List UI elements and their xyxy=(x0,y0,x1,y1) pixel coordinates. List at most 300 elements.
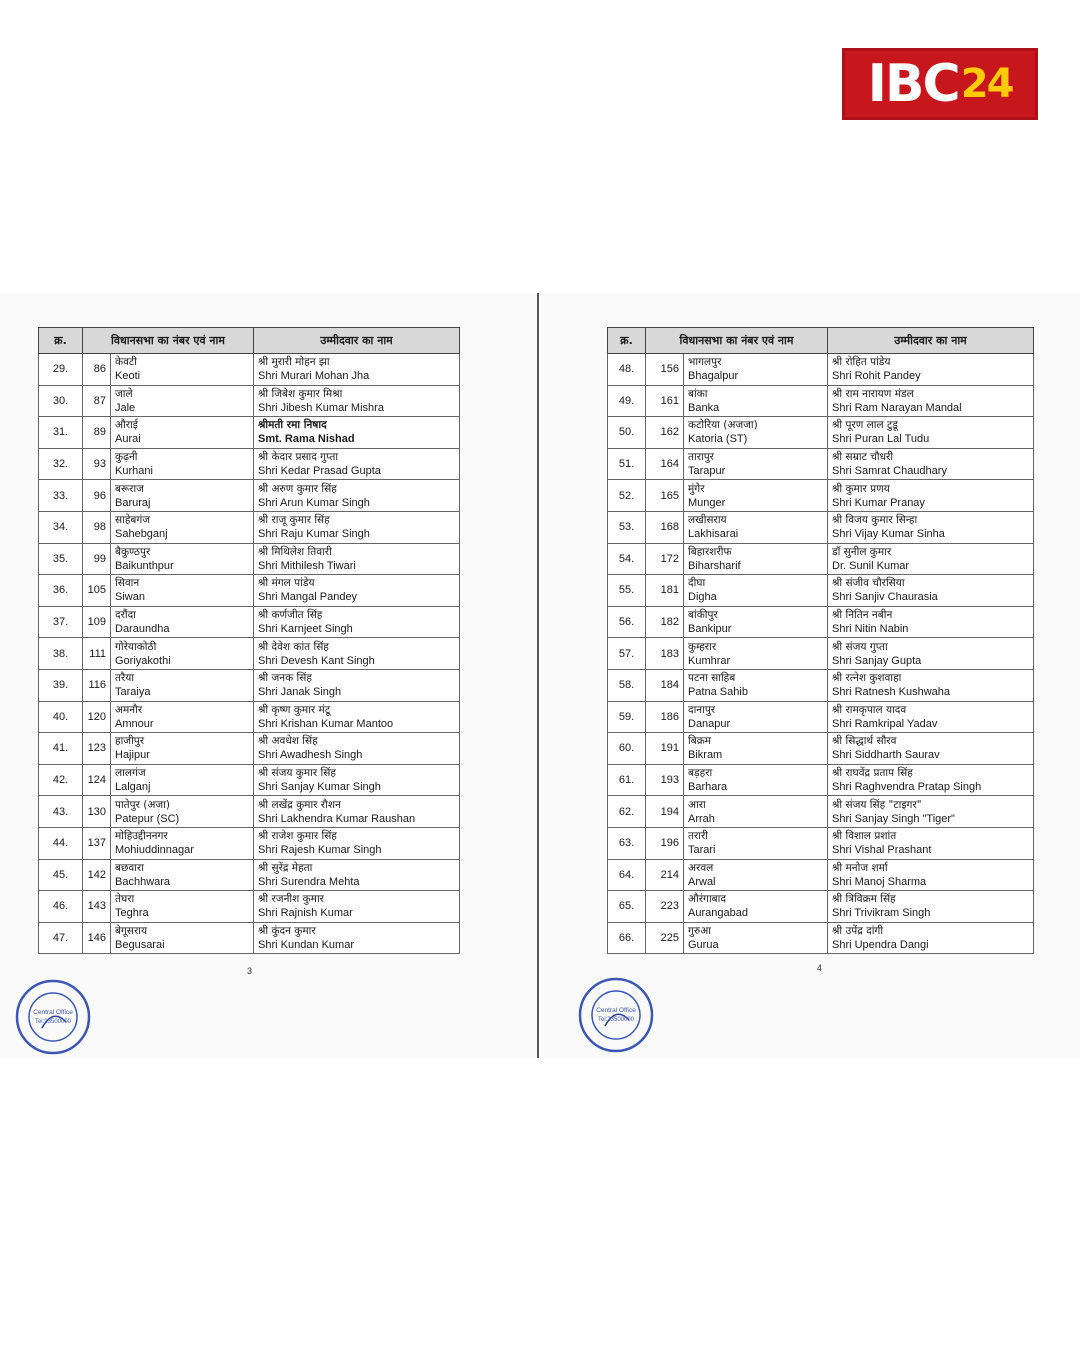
candidate-name-english: Shri Sanjay Singh "Tiger" xyxy=(832,812,955,825)
table-row xyxy=(39,385,460,417)
constituency-number-cell: 181 xyxy=(646,575,684,607)
table-row xyxy=(608,480,1034,512)
candidate-name-english: Shri Kedar Prasad Gupta xyxy=(258,465,381,478)
constituency-name-cell xyxy=(111,543,254,575)
constituency-name-cell xyxy=(684,354,828,386)
serial-number-cell: 30. xyxy=(39,385,83,417)
candidate-name-cell xyxy=(828,891,1034,923)
constituency-name-hindi: बांका xyxy=(688,387,708,400)
constituency-name-cell xyxy=(684,922,828,954)
serial-number-cell: 59. xyxy=(608,701,646,733)
candidate-name-english: Shri Ramkripal Yadav xyxy=(832,717,938,730)
constituency-name-cell xyxy=(684,417,828,449)
candidate-name-cell xyxy=(254,575,460,607)
serial-number-cell: 57. xyxy=(608,638,646,670)
constituency-number-cell: 105 xyxy=(83,575,111,607)
table-row xyxy=(608,859,1034,891)
constituency-number-cell: 142 xyxy=(83,859,111,891)
candidate-name-hindi: श्री मंगल पांडेय xyxy=(258,577,315,590)
table-row xyxy=(39,859,460,891)
candidate-name-hindi: श्री सिद्धार्थ सौरव xyxy=(832,735,897,748)
constituency-name-english: Biharsharif xyxy=(688,559,741,572)
constituency-number-cell: 193 xyxy=(646,764,684,796)
candidate-table-page-3 xyxy=(38,327,460,954)
table-row xyxy=(39,796,460,828)
candidate-name-english: Shri Arun Kumar Singh xyxy=(258,496,370,509)
table-row xyxy=(39,511,460,543)
constituency-number-cell: 161 xyxy=(646,385,684,417)
candidate-name-cell xyxy=(254,480,460,512)
constituency-name-hindi: तारापुर xyxy=(688,451,714,464)
constituency-number-cell: 137 xyxy=(83,827,111,859)
constituency-name-cell xyxy=(111,733,254,765)
table-row xyxy=(39,417,460,449)
constituency-number-cell: 123 xyxy=(83,733,111,765)
table-row xyxy=(608,511,1034,543)
candidate-name-hindi: श्री सुरेंद्र मेहता xyxy=(258,861,313,874)
constituency-name-cell xyxy=(111,827,254,859)
serial-number-cell: 42. xyxy=(39,764,83,796)
serial-number-cell: 54. xyxy=(608,543,646,575)
candidate-name-english: Shri Jibesh Kumar Mishra xyxy=(258,401,384,414)
header-sno: क्र. xyxy=(39,328,83,354)
constituency-name-english: Lakhisarai xyxy=(688,528,739,541)
constituency-name-english: Baikunthpur xyxy=(115,559,174,572)
constituency-number-cell: 164 xyxy=(646,448,684,480)
candidate-name-cell xyxy=(828,511,1034,543)
candidate-name-cell xyxy=(828,354,1034,386)
constituency-number-cell: 196 xyxy=(646,827,684,859)
candidate-name-english: Shri Surendra Mehta xyxy=(258,875,360,888)
candidate-name-english: Shri Siddharth Saurav xyxy=(832,749,940,762)
constituency-name-cell xyxy=(684,764,828,796)
candidate-name-cell xyxy=(828,859,1034,891)
table-row xyxy=(608,922,1034,954)
candidate-name-english: Shri Raghvendra Pratap Singh xyxy=(832,781,982,794)
candidate-name-hindi: श्री उपेंद्र दांगी xyxy=(832,924,884,937)
constituency-name-hindi: दानापुर xyxy=(688,703,716,716)
candidate-name-cell xyxy=(254,859,460,891)
table-row xyxy=(608,669,1034,701)
candidate-name-english: Dr. Sunil Kumar xyxy=(832,559,910,572)
table-row xyxy=(608,354,1034,386)
constituency-number-cell: 184 xyxy=(646,669,684,701)
candidate-name-cell xyxy=(254,385,460,417)
bjp-seal-stamp xyxy=(14,978,92,1056)
candidate-name-english: Shri Janak Singh xyxy=(258,686,342,699)
candidate-name-cell xyxy=(254,511,460,543)
constituency-name-cell xyxy=(684,575,828,607)
page-number: 4 xyxy=(817,963,823,973)
candidate-name-hindi: श्री सम्राट चौधरी xyxy=(832,451,894,464)
candidate-name-hindi: श्री रामकृपाल यादव xyxy=(832,703,907,716)
table-row xyxy=(608,385,1034,417)
constituency-name-english: Sahebganj xyxy=(115,528,168,541)
candidate-name-cell xyxy=(828,701,1034,733)
constituency-number-cell: 182 xyxy=(646,606,684,638)
constituency-name-cell xyxy=(684,669,828,701)
serial-number-cell: 41. xyxy=(39,733,83,765)
candidate-name-cell xyxy=(254,417,460,449)
constituency-name-hindi: तेघरा xyxy=(115,893,135,906)
table-row xyxy=(39,764,460,796)
serial-number-cell: 53. xyxy=(608,511,646,543)
serial-number-cell: 49. xyxy=(608,385,646,417)
constituency-name-hindi: अमनौर xyxy=(115,703,143,716)
candidate-name-english: Shri Devesh Kant Singh xyxy=(258,654,375,667)
candidate-name-hindi: श्री कर्णजीत सिंह xyxy=(258,609,323,622)
serial-number-cell: 33. xyxy=(39,480,83,512)
candidate-name-english: Shri Puran Lal Tudu xyxy=(832,433,930,446)
logo-text-24: 24 xyxy=(961,57,1013,111)
constituency-name-hindi: मोहिउद्दीननगर xyxy=(115,830,168,843)
constituency-name-hindi: बैकुण्ठपुर xyxy=(115,545,151,558)
constituency-name-english: Patepur (SC) xyxy=(115,812,180,825)
constituency-number-cell: 93 xyxy=(83,448,111,480)
serial-number-cell: 64. xyxy=(608,859,646,891)
constituency-name-cell xyxy=(111,480,254,512)
constituency-name-hindi: बांकीपुर xyxy=(688,609,718,622)
constituency-number-cell: 86 xyxy=(83,354,111,386)
constituency-name-hindi: अरवल xyxy=(688,861,714,874)
serial-number-cell: 51. xyxy=(608,448,646,480)
constituency-name-english: Kumhrar xyxy=(688,654,731,667)
candidate-name-hindi: श्री मनोज शर्मा xyxy=(832,861,888,874)
constituency-name-hindi: कुम्हरार xyxy=(688,640,717,653)
candidate-name-cell xyxy=(828,480,1034,512)
candidate-name-hindi: श्री रजनीश कुमार xyxy=(258,893,324,906)
candidate-name-hindi: श्री लखेंद्र कुमार रौशन xyxy=(258,798,341,811)
candidate-name-hindi: श्री रत्नेश कुशवाहा xyxy=(832,672,902,685)
constituency-name-english: Arrah xyxy=(688,812,715,825)
candidate-name-cell xyxy=(828,764,1034,796)
candidate-name-english: Shri Manoj Sharma xyxy=(832,875,927,888)
serial-number-cell: 48. xyxy=(608,354,646,386)
constituency-number-cell: 183 xyxy=(646,638,684,670)
constituency-name-hindi: साहेबगंज xyxy=(115,514,151,527)
candidate-name-hindi: श्री संजय गुप्ता xyxy=(832,640,888,653)
candidate-name-hindi: श्री अरुण कुमार सिंह xyxy=(258,482,337,495)
serial-number-cell: 50. xyxy=(608,417,646,449)
candidate-name-cell xyxy=(828,638,1034,670)
constituency-name-english: Jale xyxy=(115,401,136,414)
serial-number-cell: 35. xyxy=(39,543,83,575)
candidate-name-cell xyxy=(828,448,1034,480)
candidate-name-cell xyxy=(828,827,1034,859)
table-row xyxy=(608,701,1034,733)
serial-number-cell: 61. xyxy=(608,764,646,796)
constituency-name-english: Arwal xyxy=(688,875,716,888)
candidate-name-english: Shri Nitin Nabin xyxy=(832,623,909,636)
constituency-number-cell: 186 xyxy=(646,701,684,733)
constituency-number-cell: 165 xyxy=(646,480,684,512)
constituency-name-english: Aurai xyxy=(115,433,141,446)
table-row xyxy=(608,764,1034,796)
candidate-name-hindi: श्री रोहित पांडेय xyxy=(832,356,891,369)
constituency-name-hindi: भागलपुर xyxy=(688,356,722,369)
constituency-name-cell xyxy=(111,638,254,670)
constituency-number-cell: 168 xyxy=(646,511,684,543)
table-row xyxy=(39,543,460,575)
serial-number-cell: 32. xyxy=(39,448,83,480)
constituency-name-english: Bhagalpur xyxy=(688,370,739,383)
serial-number-cell: 58. xyxy=(608,669,646,701)
constituency-name-hindi: बछवारा xyxy=(115,861,144,874)
constituency-name-english: Aurangabad xyxy=(688,907,748,920)
candidate-name-english: Shri Rajnish Kumar xyxy=(258,907,353,920)
constituency-name-english: Lalganj xyxy=(115,781,151,794)
candidate-name-cell xyxy=(828,669,1034,701)
constituency-name-hindi: बिहारशरीफ xyxy=(688,545,732,558)
table-row xyxy=(39,448,460,480)
candidate-name-hindi: श्रीमती रमा निषाद xyxy=(258,419,327,432)
candidate-name-cell xyxy=(254,922,460,954)
candidate-name-hindi: श्री राजेश कुमार सिंह xyxy=(258,830,337,843)
constituency-name-english: Munger xyxy=(688,496,726,509)
serial-number-cell: 65. xyxy=(608,891,646,923)
page-divider xyxy=(537,293,539,1058)
constituency-name-hindi: लखीसराय xyxy=(688,514,727,527)
candidate-name-cell xyxy=(828,575,1034,607)
constituency-name-hindi: पातेपुर (अजा) xyxy=(115,798,170,811)
constituency-name-cell xyxy=(111,701,254,733)
constituency-name-cell xyxy=(684,511,828,543)
candidate-name-english: Shri Ratnesh Kushwaha xyxy=(832,686,951,699)
candidate-name-hindi: श्री जनक सिंह xyxy=(258,672,312,685)
candidate-name-hindi: श्री मुरारी मोहन झा xyxy=(258,356,330,369)
constituency-name-cell xyxy=(111,385,254,417)
constituency-name-english: Banka xyxy=(688,401,720,414)
constituency-name-english: Patna Sahib xyxy=(688,686,748,699)
constituency-name-cell xyxy=(684,701,828,733)
table-row xyxy=(608,796,1034,828)
constituency-name-cell xyxy=(684,448,828,480)
table-row xyxy=(608,827,1034,859)
constituency-name-cell xyxy=(684,796,828,828)
candidate-name-hindi: श्री जिबेश कुमार मिश्रा xyxy=(258,387,343,400)
serial-number-cell: 37. xyxy=(39,606,83,638)
constituency-name-english: Kurhani xyxy=(115,465,153,478)
serial-number-cell: 60. xyxy=(608,733,646,765)
svg-text:Tel:23500000: Tel:23500000 xyxy=(34,1019,72,1025)
candidate-name-english: Shri Mangal Pandey xyxy=(258,591,358,604)
constituency-name-english: Keoti xyxy=(115,370,141,383)
constituency-name-cell xyxy=(684,480,828,512)
candidate-name-cell xyxy=(828,417,1034,449)
table-header-row xyxy=(39,328,460,354)
table-row xyxy=(39,827,460,859)
candidate-table-page-4 xyxy=(607,327,1034,954)
candidate-name-cell xyxy=(254,796,460,828)
candidate-name-hindi: श्री संजय कुमार सिंह xyxy=(258,767,336,780)
constituency-name-hindi: आरा xyxy=(688,798,706,811)
serial-number-cell: 39. xyxy=(39,669,83,701)
candidate-name-cell xyxy=(828,385,1034,417)
header-constituency: विधानसभा का नंबर एवं नाम xyxy=(83,328,254,354)
constituency-name-hindi: बड़हरा xyxy=(688,767,713,780)
candidate-name-hindi: श्री राम नारायण मंडल xyxy=(832,387,914,400)
constituency-name-english: Gurua xyxy=(688,938,719,951)
constituency-name-hindi: तरैया xyxy=(115,672,135,685)
candidate-name-hindi: श्री राघवेंद्र प्रताप सिंह xyxy=(832,767,913,780)
candidate-name-cell xyxy=(254,638,460,670)
constituency-name-hindi: जाले xyxy=(115,387,133,400)
constituency-number-cell: 99 xyxy=(83,543,111,575)
constituency-name-english: Taraiya xyxy=(115,686,151,699)
candidate-name-english: Shri Sanjay Gupta xyxy=(832,654,922,667)
constituency-name-english: Teghra xyxy=(115,907,149,920)
constituency-name-english: Baruraj xyxy=(115,496,151,509)
constituency-name-cell xyxy=(684,891,828,923)
candidate-name-hindi: श्री विशाल प्रशांत xyxy=(832,830,897,843)
constituency-name-cell xyxy=(111,764,254,796)
constituency-name-english: Barhara xyxy=(688,781,728,794)
candidate-name-cell xyxy=(828,606,1034,638)
serial-number-cell: 62. xyxy=(608,796,646,828)
constituency-name-hindi: बेगूसराय xyxy=(115,924,148,937)
serial-number-cell: 29. xyxy=(39,354,83,386)
constituency-name-cell xyxy=(111,575,254,607)
constituency-name-english: Digha xyxy=(688,591,717,604)
serial-number-cell: 55. xyxy=(608,575,646,607)
constituency-name-hindi: कुढ़नी xyxy=(115,451,138,464)
constituency-name-english: Tarari xyxy=(688,844,716,857)
constituency-name-cell xyxy=(111,891,254,923)
candidate-name-hindi: श्री अवधेश सिंह xyxy=(258,735,318,748)
constituency-name-hindi: औराई xyxy=(115,419,138,432)
ibc24-logo xyxy=(842,48,1038,120)
serial-number-cell: 40. xyxy=(39,701,83,733)
candidate-name-hindi: डॉ सुनील कुमार xyxy=(832,545,892,558)
constituency-name-hindi: लालगंज xyxy=(115,767,146,780)
table-row xyxy=(39,701,460,733)
constituency-name-english: Danapur xyxy=(688,717,731,730)
constituency-name-hindi: बिक्रम xyxy=(688,735,712,748)
candidate-name-hindi: श्री मिथिलेश तिवारी xyxy=(258,545,332,558)
constituency-name-english: Bankipur xyxy=(688,623,732,636)
constituency-name-hindi: औरंगाबाद xyxy=(688,893,726,906)
header-sno: क्र. xyxy=(608,328,646,354)
candidate-name-english: Shri Rohit Pandey xyxy=(832,370,921,383)
table-row xyxy=(608,448,1034,480)
serial-number-cell: 43. xyxy=(39,796,83,828)
constituency-name-hindi: कटोरिया (अजजा) xyxy=(688,419,758,432)
candidate-name-english: Shri Kundan Kumar xyxy=(258,938,354,951)
constituency-name-hindi: दीघा xyxy=(688,577,706,590)
candidate-name-hindi: श्री विजय कुमार सिन्हा xyxy=(832,514,918,527)
constituency-name-cell xyxy=(684,859,828,891)
candidate-name-english: Shri Upendra Dangi xyxy=(832,938,929,951)
candidate-name-english: Shri Samrat Chaudhary xyxy=(832,465,947,478)
constituency-name-english: Begusarai xyxy=(115,938,165,951)
candidate-name-english: Shri Lakhendra Kumar Raushan xyxy=(258,812,416,825)
constituency-name-hindi: केवटी xyxy=(115,356,137,369)
svg-text:Central Office: Central Office xyxy=(596,1007,636,1014)
candidate-name-cell xyxy=(254,606,460,638)
constituency-name-cell xyxy=(684,606,828,638)
candidate-name-english: Shri Ram Narayan Mandal xyxy=(832,401,962,414)
constituency-number-cell: 109 xyxy=(83,606,111,638)
constituency-name-cell xyxy=(111,448,254,480)
candidate-name-hindi: श्री कृष्ण कुमार मंटू xyxy=(258,703,331,716)
table-row xyxy=(39,669,460,701)
constituency-number-cell: 111 xyxy=(83,638,111,670)
candidate-name-hindi: श्री संजीव चौरसिया xyxy=(832,577,905,590)
constituency-name-cell xyxy=(111,606,254,638)
svg-text:Tel:23500000: Tel:23500000 xyxy=(597,1017,635,1023)
candidate-name-english: Shri Vishal Prashant xyxy=(832,844,932,857)
candidate-name-cell xyxy=(828,733,1034,765)
constituency-number-cell: 172 xyxy=(646,543,684,575)
candidate-name-english: Shri Kumar Pranay xyxy=(832,496,925,509)
serial-number-cell: 45. xyxy=(39,859,83,891)
constituency-name-cell xyxy=(111,796,254,828)
constituency-number-cell: 223 xyxy=(646,891,684,923)
constituency-name-english: Amnour xyxy=(115,717,154,730)
candidate-name-english: Shri Awadhesh Singh xyxy=(258,749,363,762)
candidate-name-hindi: श्री देवेश कांत सिंह xyxy=(258,640,329,653)
constituency-number-cell: 225 xyxy=(646,922,684,954)
constituency-name-cell xyxy=(111,922,254,954)
candidate-name-english: Shri Sanjiv Chaurasia xyxy=(832,591,938,604)
serial-number-cell: 46. xyxy=(39,891,83,923)
candidate-name-cell xyxy=(828,543,1034,575)
serial-number-cell: 47. xyxy=(39,922,83,954)
candidate-name-cell xyxy=(254,701,460,733)
candidate-name-english: Shri Sanjay Kumar Singh xyxy=(258,781,381,794)
serial-number-cell: 36. xyxy=(39,575,83,607)
constituency-number-cell: 96 xyxy=(83,480,111,512)
candidate-name-cell xyxy=(254,669,460,701)
candidate-name-cell xyxy=(254,733,460,765)
candidate-name-english: Smt. Rama Nishad xyxy=(258,433,355,446)
logo-text-ibc: IBC xyxy=(867,54,959,114)
table-row xyxy=(39,891,460,923)
constituency-name-hindi: गोरेयाकोठी xyxy=(115,640,157,653)
constituency-number-cell: 89 xyxy=(83,417,111,449)
constituency-name-english: Katoria (ST) xyxy=(688,433,748,446)
constituency-number-cell: 191 xyxy=(646,733,684,765)
candidate-name-hindi: श्री कुमार प्रणय xyxy=(832,482,890,495)
table-row xyxy=(39,638,460,670)
constituency-number-cell: 120 xyxy=(83,701,111,733)
candidate-name-cell xyxy=(828,922,1034,954)
svg-text:Central Office: Central Office xyxy=(33,1009,73,1016)
constituency-name-cell xyxy=(684,638,828,670)
constituency-name-cell xyxy=(111,511,254,543)
constituency-number-cell: 162 xyxy=(646,417,684,449)
table-row xyxy=(39,733,460,765)
constituency-name-english: Mohiuddinnagar xyxy=(115,844,194,857)
constituency-number-cell: 87 xyxy=(83,385,111,417)
candidate-name-hindi: श्री नितिन नबीन xyxy=(832,609,893,622)
candidate-name-cell xyxy=(254,764,460,796)
table-row xyxy=(39,480,460,512)
candidate-name-english: Shri Mithilesh Tiwari xyxy=(258,559,356,572)
constituency-number-cell: 98 xyxy=(83,511,111,543)
constituency-name-cell xyxy=(684,733,828,765)
constituency-name-cell xyxy=(684,543,828,575)
constituency-name-english: Bachhwara xyxy=(115,875,171,888)
table-row xyxy=(39,354,460,386)
serial-number-cell: 44. xyxy=(39,827,83,859)
constituency-name-hindi: गुरुआ xyxy=(688,924,711,937)
constituency-name-english: Tarapur xyxy=(688,465,726,478)
table-row xyxy=(608,606,1034,638)
candidate-name-hindi: श्री संजय सिंह "टाइगर" xyxy=(832,798,922,811)
candidate-name-cell xyxy=(254,354,460,386)
constituency-number-cell: 124 xyxy=(83,764,111,796)
